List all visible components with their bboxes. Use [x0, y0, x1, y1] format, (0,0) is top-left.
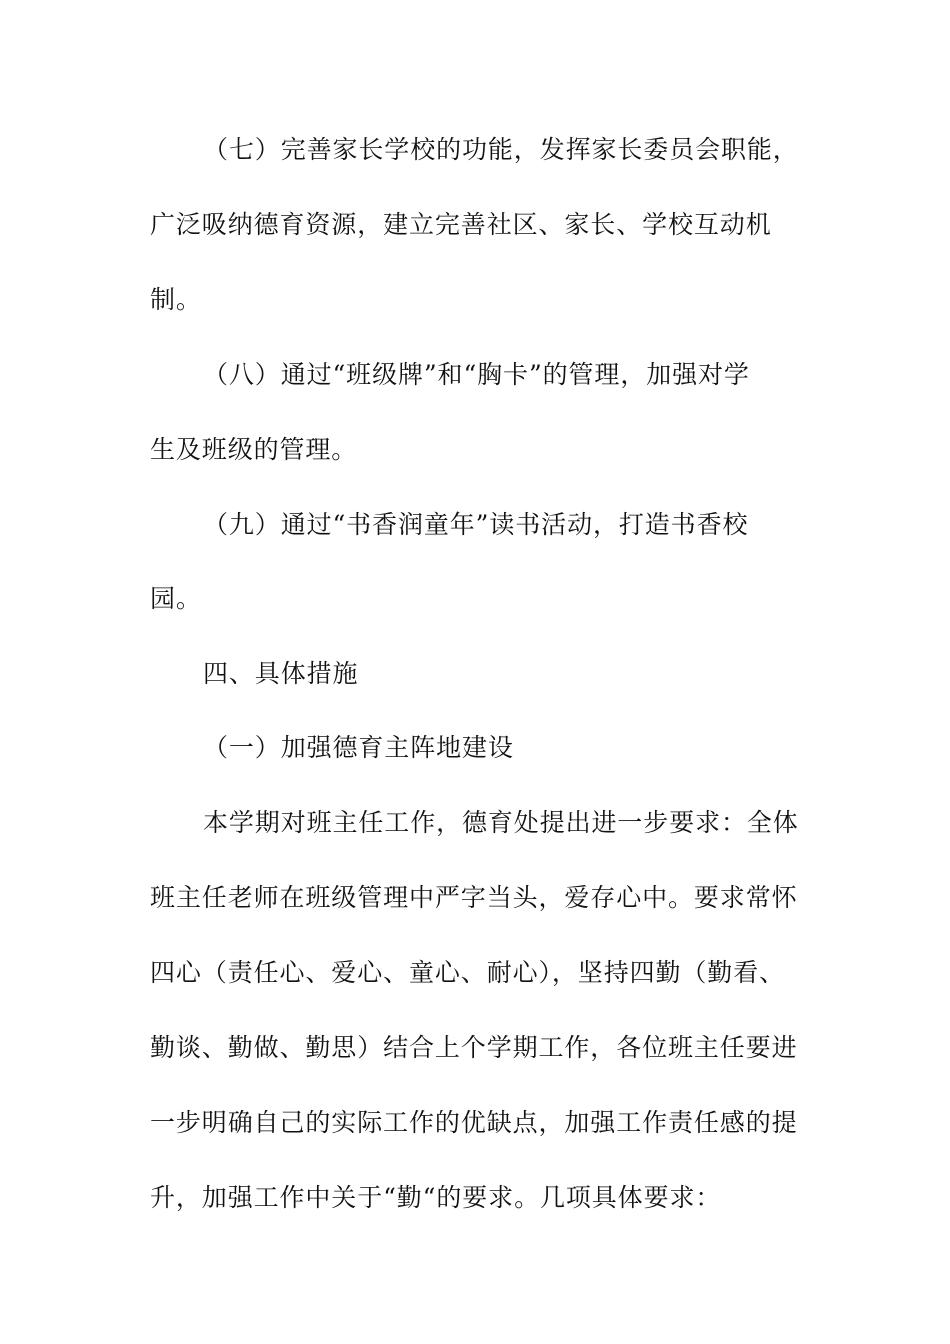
- paragraph-line: 园。: [150, 584, 202, 613]
- paragraph-line: （九）通过“书香润童年”读书活动，打造书香校: [203, 510, 749, 539]
- paragraph-line: 本学期对班主任工作，德育处提出进一步要求：全体: [203, 808, 799, 837]
- paragraph-line: （八）通过“班级牌”和“胸卡”的管理，加强对学: [203, 360, 750, 389]
- paragraph-line: 生及班级的管理。: [150, 435, 358, 464]
- subsection-heading: （一）加强德育主阵地建设: [203, 733, 514, 762]
- paragraph-line: 制。: [150, 285, 202, 314]
- paragraph-line: 四心（责任心、爱心、童心、耐心），坚持四勤（勤看、: [150, 958, 786, 987]
- paragraph-line: 一步明确自己的实际工作的优缺点，加强工作责任感的提: [150, 1108, 798, 1137]
- paragraph-line: 升，加强工作中关于“勤“的要求。几项具体要求：: [150, 1183, 722, 1212]
- paragraph-line: 勤谈、勤做、勤思）结合上个学期工作，各位班主任要进: [150, 1033, 798, 1062]
- paragraph-line: 班主任老师在班级管理中严字当头，爱存心中。要求常怀: [150, 883, 798, 912]
- paragraph-line: 广泛吸纳德育资源，建立完善社区、家长、学校互动机: [150, 210, 772, 239]
- section-heading: 四、具体措施: [203, 659, 359, 688]
- paragraph-line: （七）完善家长学校的功能，发挥家长委员会职能，: [203, 135, 799, 164]
